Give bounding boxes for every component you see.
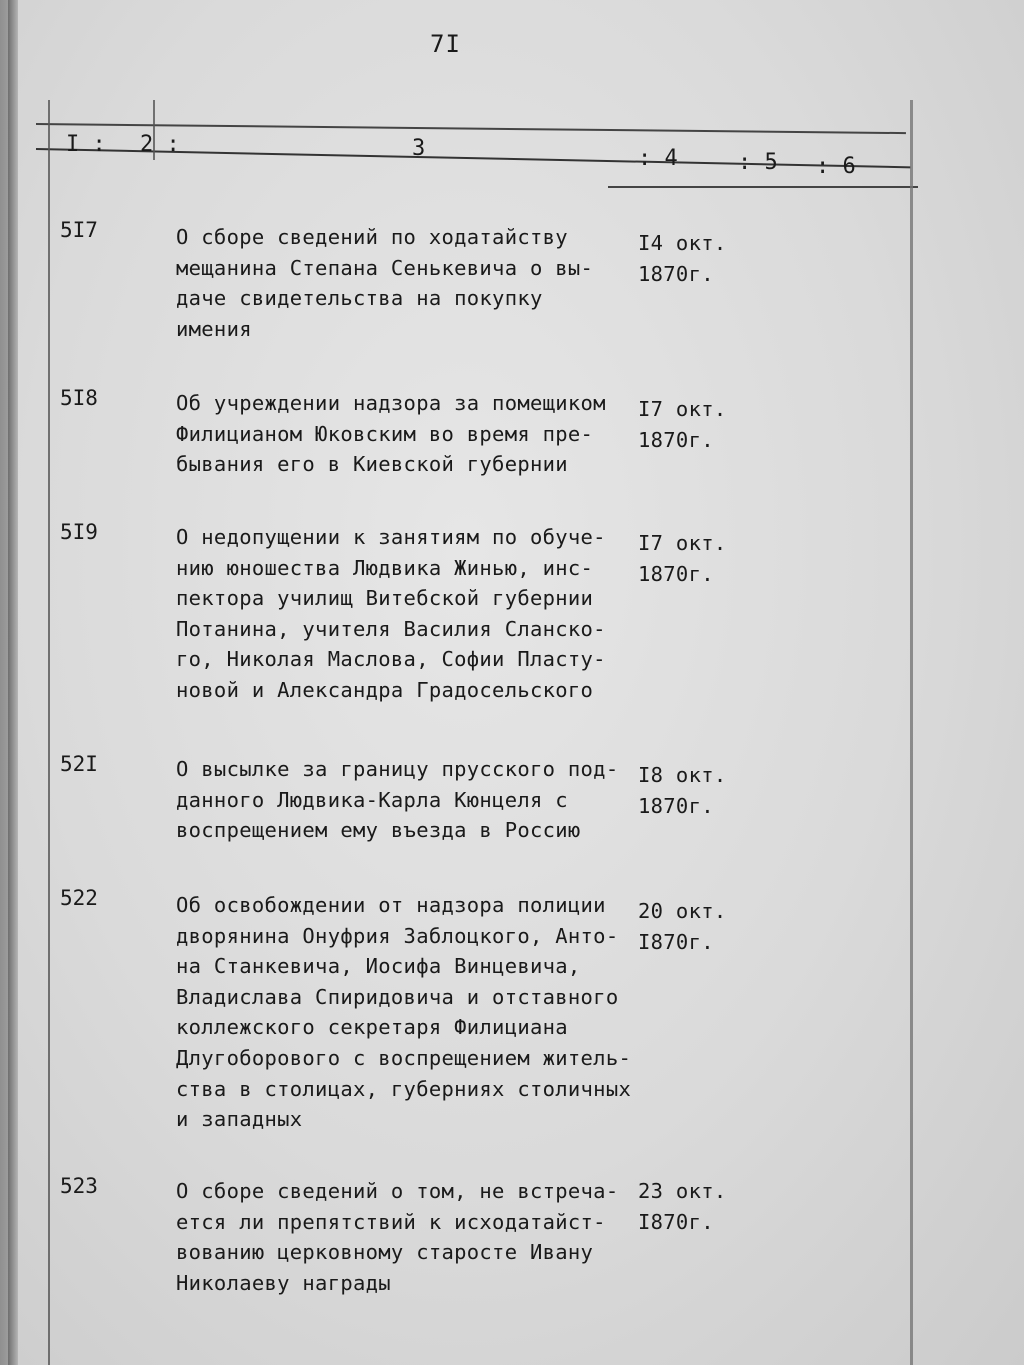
page-number: 7I xyxy=(430,30,461,58)
record-number: 5I9 xyxy=(60,520,98,544)
header-col-4: : 4 xyxy=(638,146,678,171)
binding-edge xyxy=(8,0,18,1365)
record-date: 20 окт. I870г. xyxy=(638,899,727,954)
record-date: I8 окт. 1870г. xyxy=(638,763,727,818)
record-date: I7 окт. 1870г. xyxy=(638,397,727,452)
record-description: Об освобождении от надзора полиции дворянина Онуфрия Заблоцкого, Анто- на Станкевича, Иосифа Винцевича, Владислава Спиридовича и отставного коллежского секретаря Филициана Длугоборового с воспрещением житель- ства в столицах, губерниях столичных и западных xyxy=(176,893,632,1132)
header-rule-lower xyxy=(608,186,918,188)
document-page xyxy=(8,0,1024,1365)
record-description: Об учреждении надзора за помещиком Филицианом Юковским во время пре- бывания его в Киевской губернии xyxy=(176,391,606,477)
record-description: О высылке за границу прусского под- данного Людвика-Карла Кюнцеля с воспрещением ему въезда в Россию xyxy=(176,757,619,843)
record-date: I7 окт. 1870г. xyxy=(638,531,727,586)
record-number: 522 xyxy=(60,886,98,910)
record-description: О сборе сведений по ходатайству мещанина Степана Сенькевича о вы- даче свидетельства на покупку имения xyxy=(176,225,594,341)
record-number: 52I xyxy=(60,752,98,776)
record-date: 23 окт. I870г. xyxy=(638,1179,727,1234)
header-col-3: 3 xyxy=(412,136,426,161)
column-divider xyxy=(48,100,50,1365)
record-number: 5I7 xyxy=(60,218,98,242)
record-number: 523 xyxy=(60,1174,98,1198)
record-number: 5I8 xyxy=(60,386,98,410)
record-description: О сборе сведений о том, не встреча- ется ли препятствий к исходатайст- вованию церковному старосте Ивану Николаеву награды xyxy=(176,1179,619,1295)
header-col-2: 2 : xyxy=(140,132,180,157)
column-divider xyxy=(910,100,913,1365)
header-col-6: : 6 xyxy=(816,154,856,179)
header-col-5: : 5 xyxy=(738,150,778,175)
header-col-1: I : xyxy=(66,132,106,157)
record-description: О недопущении к занятиям по обуче- нию юношества Людвика Жинью, инс- пектора училищ Витебской губернии Потанина, учителя Василия Сланско- го, Николая Маслова, Софии Пласту- новой и Александра Градосельского xyxy=(176,525,606,702)
record-date: I4 окт. 1870г. xyxy=(638,231,727,286)
